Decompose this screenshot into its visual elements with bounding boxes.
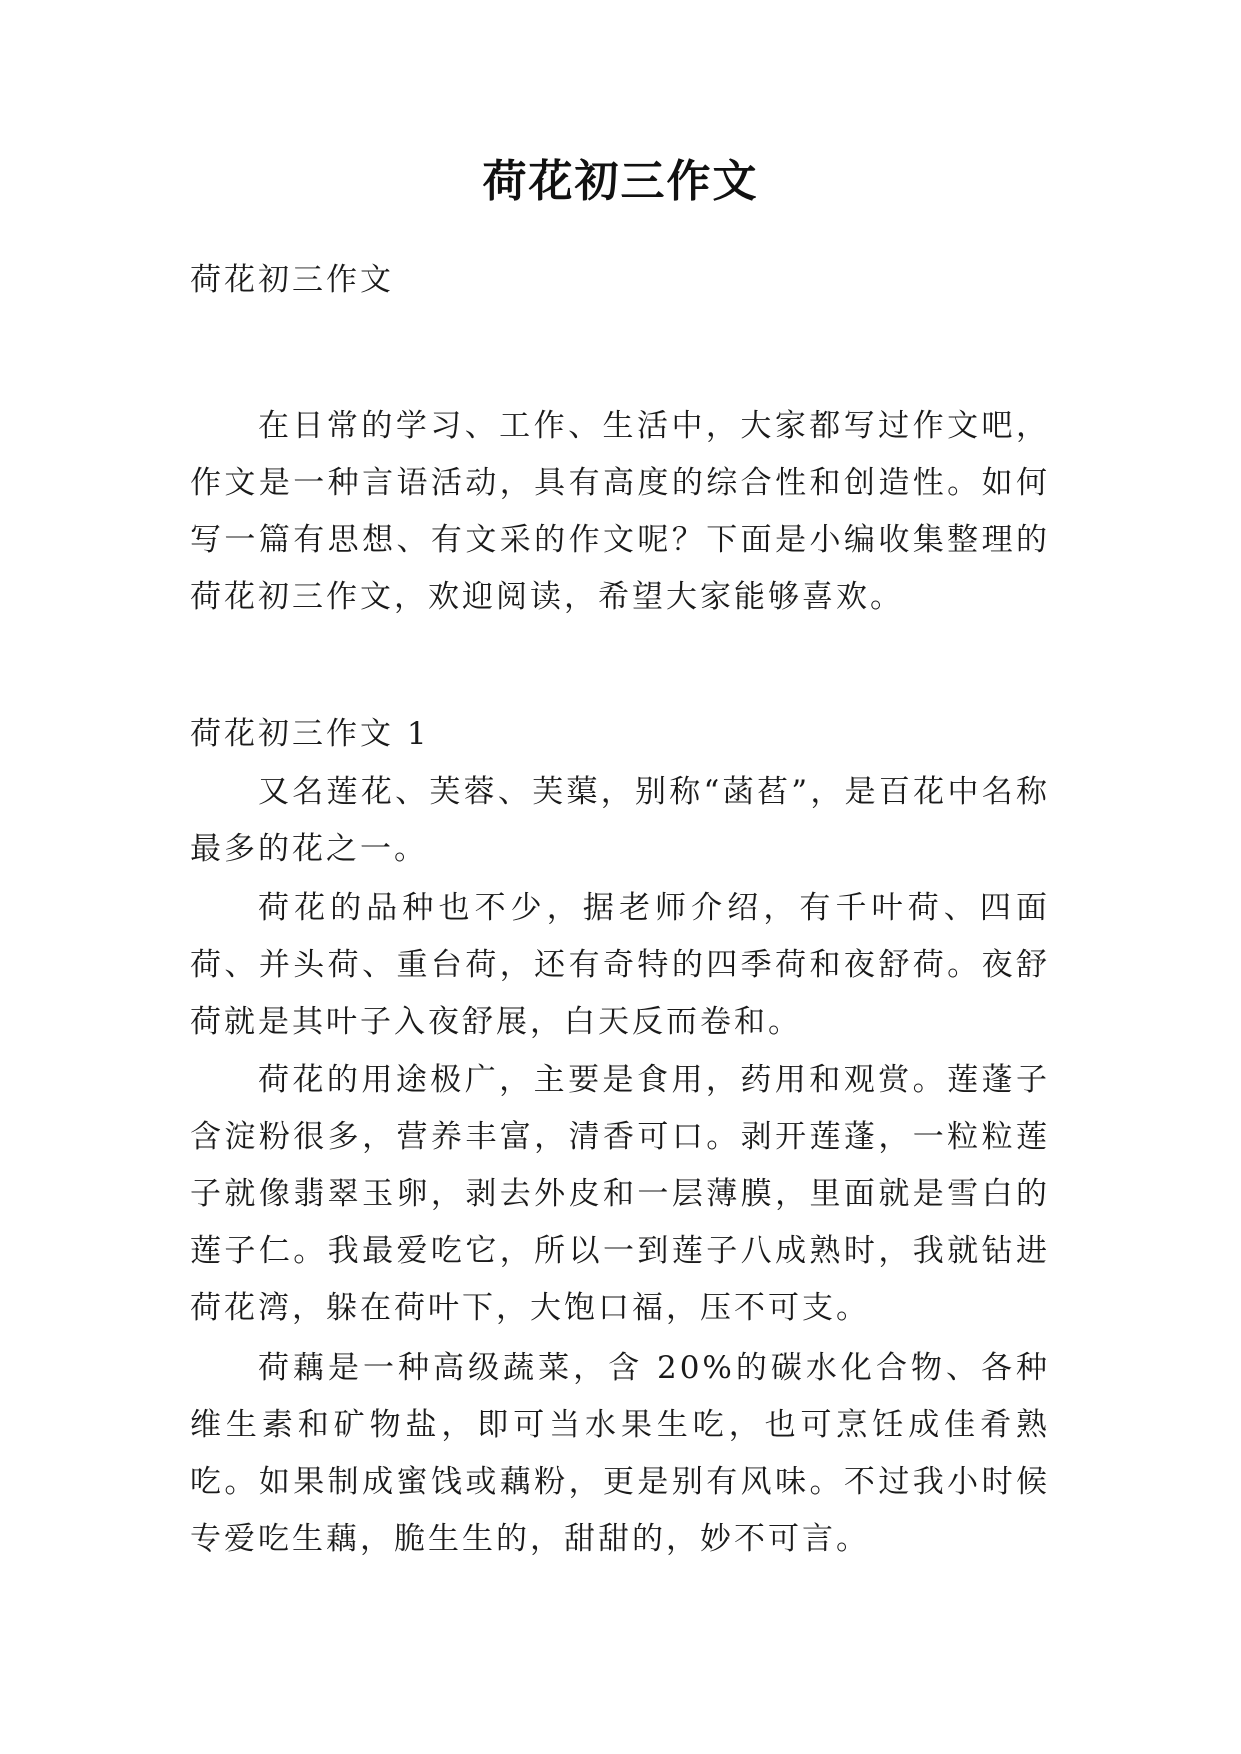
paragraph-2: 荷花的品种也不少，据老师介绍，有千叶荷、四面荷、并头荷、重台荷，还有奇特的四季荷和夜舒荷。夜舒荷就是其叶子入夜舒展，白天反而卷和。: [190, 890, 1050, 1040]
document-subtitle: 荷花初三作文: [190, 262, 394, 298]
paragraph-4: 荷藕是一种高级蔬菜，含 20%的碳水化合物、各种维生素和矿物盐，即可当水果生吃，也可烹饪成佳肴熟吃。如果制成蜜饯或藕粉，更是别有风味。不过我小时候专爱吃生藕，脆生生的，甜甜的，妙不可言。: [190, 1350, 1050, 1557]
paragraph-1: 又名莲花、芙蓉、芙蕖，别称“菡萏”，是百花中名称最多的花之一。: [190, 774, 1050, 867]
document-title: 荷花初三作文: [482, 156, 759, 207]
intro-paragraph: 在日常的学习、工作、生活中，大家都写过作文吧，作文是一种言语活动，具有高度的综合性和创造性。如何写一篇有思想、有文采的作文呢？下面是小编收集整理的荷花初三作文，欢迎阅读，希望大家能够喜欢。: [190, 408, 1050, 615]
section-heading: 荷花初三作文 1: [190, 716, 430, 752]
paragraph-3: 荷花的用途极广，主要是食用，药用和观赏。莲蓬子含淀粉很多，营养丰富，清香可口。剥开莲蓬，一粒粒莲子就像翡翠玉卵，剥去外皮和一层薄膜，里面就是雪白的莲子仁。我最爱吃它，所以一到莲子八成熟时，我就钻进荷花湾，躲在荷叶下，大饱口福，压不可支。: [190, 1062, 1050, 1326]
